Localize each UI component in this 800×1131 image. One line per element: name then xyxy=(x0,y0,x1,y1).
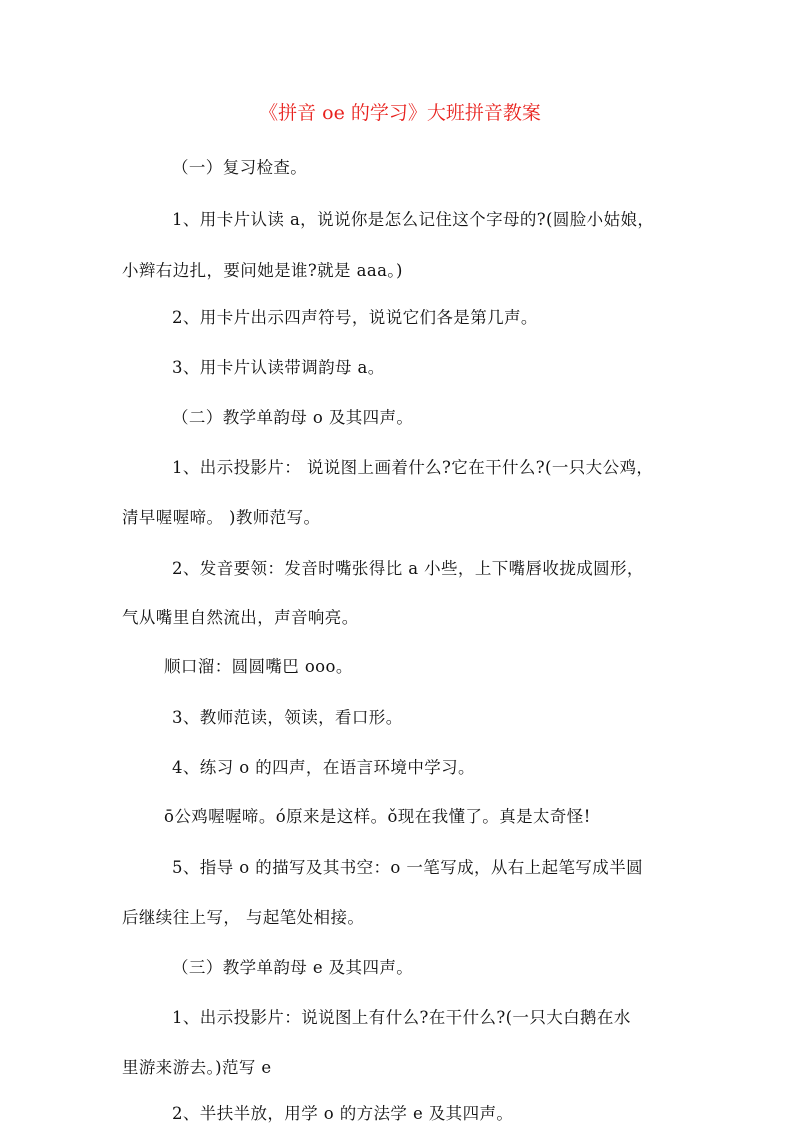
paragraph-line: 3、用卡片认读带调韵母 a。 xyxy=(172,358,385,377)
document-title: 《拼音 oe 的学习》大班拼音教案 xyxy=(259,102,541,124)
paragraph-line: 顺口溜：圆圆嘴巴 ooo。 xyxy=(164,657,353,676)
paragraph-line: 4、练习 o 的四声，在语言环境中学习。 xyxy=(172,758,475,777)
paragraph-line: 1、用卡片认读 a，说说你是怎么记住这个字母的?(圆脸小姑娘， xyxy=(172,210,655,229)
paragraph-line: 3、教师范读，领读，看口形。 xyxy=(172,708,403,727)
section-heading-review: （一）复习检查。 xyxy=(172,158,308,177)
paragraph-line: 气从嘴里自然流出，声音响亮。 xyxy=(122,608,359,627)
paragraph-line: 5、指导 o 的描写及其书空：o 一笔写成，从右上起笔写成半圆 xyxy=(172,858,643,877)
paragraph-line: 2、发音要领：发音时嘴张得比 a 小些，上下嘴唇收拢成圆形， xyxy=(172,559,644,578)
paragraph-line: 里游来游去。)范写 e xyxy=(122,1058,272,1077)
section-heading-o: （二）教学单韵母 o 及其四声。 xyxy=(172,408,414,427)
paragraph-line: 后继续往上写， 与起笔处相接。 xyxy=(122,908,365,927)
paragraph-line: ō公鸡喔喔啼。ó原来是这样。ǒ现在我懂了。真是太奇怪! xyxy=(164,807,591,826)
paragraph-line: 1、出示投影片： 说说图上画着什么?它在干什么?(一只大公鸡， xyxy=(172,458,654,477)
paragraph-line: 2、用卡片出示四声符号，说说它们各是第几声。 xyxy=(172,308,538,327)
paragraph-line: 清早喔喔啼。 )教师范写。 xyxy=(122,508,321,527)
paragraph-line: 2、半扶半放，用学 o 的方法学 e 及其四声。 xyxy=(172,1104,514,1123)
paragraph-line: 1、出示投影片：说说图上有什么?在干什么?(一只大白鹅在水 xyxy=(172,1008,631,1027)
paragraph-line: 小辫右边扎，要问她是谁?就是 aaa。) xyxy=(122,261,403,280)
section-heading-e: （三）教学单韵母 e 及其四声。 xyxy=(172,958,414,977)
